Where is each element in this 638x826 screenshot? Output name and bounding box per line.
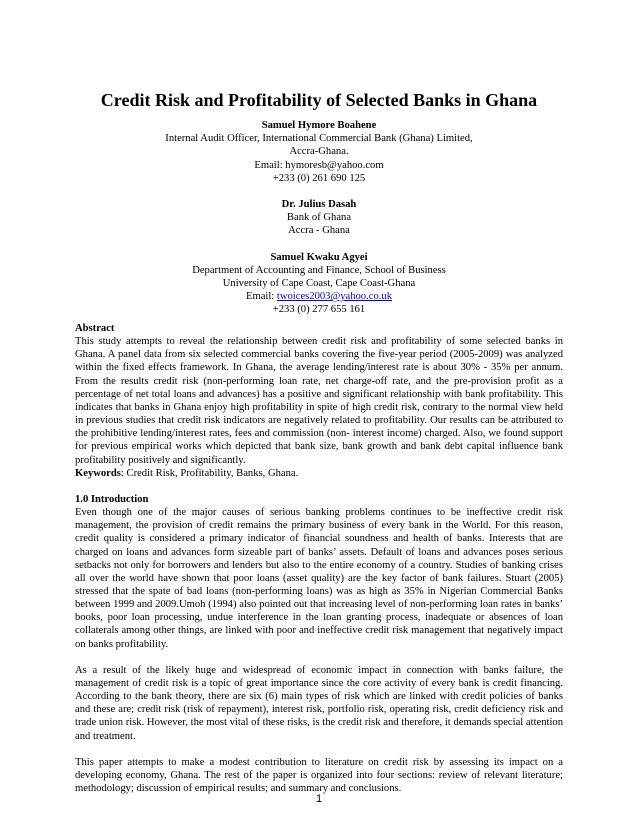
introduction-paragraph-3: This paper attempts to make a modest contribution to literature on credit risk by assessing its impact on a developing economy, Ghana. The rest of the paper is organized into four sections: review of relevant literature; methodology; discussion of empirical results; and summary and conclusions. [75,756,563,794]
author-city: Accra-Ghana. [289,146,349,158]
author-2 [60,198,578,238]
author-city: Accra - Ghana [288,225,350,237]
section-heading: 1.0 Introduction [75,493,149,505]
author-affiliation: Internal Audit Officer, International Commercial Bank (Ghana) Limited, [165,133,473,145]
keywords-text: : Credit Risk, Profitability, Banks, Ghana. [120,467,299,479]
author-university: University of Cape Coast, Cape Coast-Ghana [222,278,416,290]
author-email: Email: hymoresb@yahoo.com [254,159,384,171]
author-email-line [60,290,578,303]
author-3 [60,251,578,317]
author-block [60,119,578,330]
author-1 [60,119,578,185]
introduction-paragraph-2: As a result of the likely huge and widespread of economic impact in connection with banks failure, the management of credit risk is a topic of great importance since the core activity of every bank is credit financing. According to the bank theory, there are six (6) main types of risk which are linked with credit policies of banks and these are; credit risk (risk of repayment), interest risk, portfolio risk, operating risk, credit deficiency risk and trade union risk. However, the most vital of these risks, is the credit risk and therefore, it demands special attention and treatment. [75,664,563,742]
keywords-label: Keywords [75,467,121,479]
email-prefix: Email: [246,291,277,303]
abstract-text: This study attempts to reveal the relationship between credit risk and profitability of some selected banks in Ghana. A panel data from six selected commercial banks covering the five-year period (2005-2009) was analyzed within the fixed effects framework. In Ghana, the average lending/interest rate is about 30% - 35% per annum. From the results credit risk (non-performing loan rate, net charge-off rate, and the pre-provision profit as a percentage of net total loans and advances) has a positive and significant relationship with bank profitability. This indicates that banks in Ghana enjoy high profitability in spite of high credit risk, contrary to the normal view held in previous studies that credit risk indicators are negatively related to profitability. Our results can be attributed to the prohibitive lending/interest rates, fees and commission (non- interest income) charged. Also, we found support for previous empirical works which depicted that bank size, bank growth and bank debt capital influence bank profitability positively and significantly. [75,336,563,466]
paper-body [75,322,563,808]
author-name: Samuel Hymore Boahene [261,120,377,131]
author-department: Department of Accounting and Finance, School of Business [192,264,446,276]
page-number: 1 [315,793,323,805]
abstract [75,322,563,480]
author-name: Samuel Kwaku Agyei [270,251,368,263]
author-phone: +233 (0) 261 690 125 [272,172,366,184]
paper-title: Credit Risk and Profitability of Selected Banks in Ghana [100,90,538,110]
email-link[interactable]: twoices2003@yahoo.co.uk [276,291,392,303]
abstract-heading: Abstract [75,323,115,334]
author-affiliation: Bank of Ghana [286,212,352,224]
author-phone: +233 (0) 277 655 161 [272,304,366,316]
introduction-paragraph-1 [75,493,563,651]
author-name: Dr. Julius Dasah [281,199,357,211]
paragraph-text: Even though one of the major causes of serious banking problems continues to be ineffective credit risk management, the provision of credit remains the primary business of every bank in the World. For this reason, credit quality is considered a primary indicator of financial soundness and health of banks. Interests that are charged on loans and advances form sizeable part of banks’ assets. Default of loans and advances poses serious setbacks not only for borrowers and lenders but also to the entire economy of a country. Studies of banking crises all over the world have shown that poor loans (asset quality) are the key factor of bank failures. Stuart (2005) stressed that the spate of bad loans (non-performing loans) was as high as 35% in Nigerian Commercial Banks between 1999 and 2009.Umoh (1994) also pointed out that increasing level of non-performing loan rates in banks’ books, poor loan processing, undue interference in the loan granting process, inadequate or absences of loan collaterals among other things, are linked with poor and ineffective credit risk management that negatively impact on banks profitability. [75,507,563,650]
